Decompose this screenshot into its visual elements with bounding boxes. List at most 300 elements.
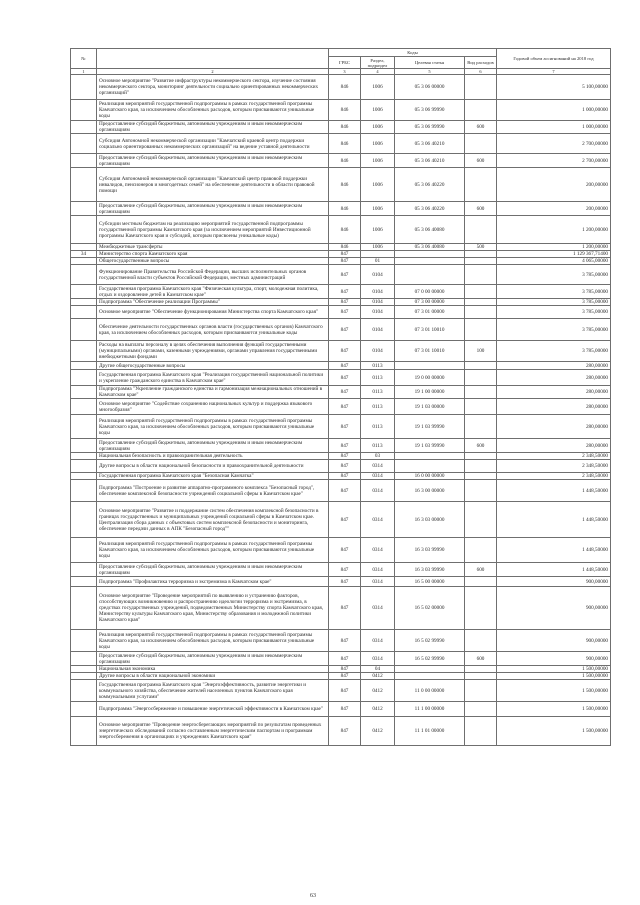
row-grbs-code: 846	[329, 154, 361, 168]
row-razdel-code: 0113	[361, 399, 395, 415]
row-number	[71, 154, 97, 168]
row-number	[71, 258, 97, 265]
row-amount: 3 785,00000	[497, 319, 611, 341]
row-razdel-code: 0314	[361, 577, 395, 587]
row-description: Основное мероприятие "Проведение мероприятий по выявлению и устранению факторов, способствующих возникновению и распространению идеологии терроризма и экстремизма, в средствах государственных учреждений, подведомственных Министерству спорта Камчатского края, Министерству культуры Камчатского края, Министерству образования и молодежной политики Камчатского края"	[97, 587, 329, 630]
row-razdel-code: 0412	[361, 702, 395, 717]
row-description: Предоставление субсидий бюджетным, автономным учреждениям и иным некоммерческим организациям	[97, 652, 329, 666]
row-amount: 1 200,00000	[497, 216, 611, 244]
row-number	[71, 399, 97, 415]
row-expense-type	[465, 502, 497, 538]
table-row	[71, 265, 611, 285]
row-description: Подпрограмма "Построение и развитие аппаратно-программного комплекса "Безопасный город", обеспечение комплексной безопасности учреждений социальной сферы в Камчатском крае"	[97, 480, 329, 502]
row-description: Общегосударственные вопросы	[97, 258, 329, 265]
row-razdel-code: 0113	[361, 362, 395, 370]
row-grbs-code: 847	[329, 680, 361, 702]
row-target-article: 05 3 06 40210	[395, 154, 465, 168]
row-target-article: 05 3 06 99990	[395, 121, 465, 134]
row-expense-type	[465, 251, 497, 258]
row-amount: 5 100,00000	[497, 75, 611, 100]
row-razdel-code: 0314	[361, 473, 395, 480]
row-grbs-code: 847	[329, 251, 361, 258]
table-row	[71, 216, 611, 244]
row-expense-type	[465, 453, 497, 460]
table-row	[71, 399, 611, 415]
row-description: Субсидия Автономной некоммерческой организации "Камчатский краевой центр поддержки социально ориентированных некоммерческих организаций" на ведение уставной деятельности	[97, 134, 329, 154]
budget-page	[70, 48, 610, 746]
row-razdel-code: 0314	[361, 652, 395, 666]
row-number	[71, 265, 97, 285]
row-expense-type: 600	[465, 154, 497, 168]
row-description: Субсидия Автономной некоммерческой организации "Камчатский центр правовой поддержки инвалидов, пенсионеров и многодетных семей" на обеспечение деятельности в области правовой помощи	[97, 168, 329, 202]
row-expense-type	[465, 75, 497, 100]
row-razdel-code: 1006	[361, 202, 395, 216]
table-row	[71, 538, 611, 563]
row-expense-type	[465, 258, 497, 265]
row-grbs-code: 846	[329, 134, 361, 154]
row-grbs-code: 846	[329, 75, 361, 100]
row-description: Государственная программа Камчатского края "Безопасная Камчатка"	[97, 473, 329, 480]
row-description: Другие вопросы в области национальной безопасности и правоохранительной деятельности	[97, 460, 329, 473]
row-expense-type	[465, 717, 497, 746]
row-razdel-code: 1006	[361, 121, 395, 134]
row-razdel-code: 03	[361, 453, 395, 460]
row-target-article: 07 3 01 10010	[395, 341, 465, 362]
row-number	[71, 577, 97, 587]
row-razdel-code: 01	[361, 258, 395, 265]
row-number	[71, 666, 97, 673]
row-expense-type	[465, 216, 497, 244]
row-number	[71, 587, 97, 630]
table-row	[71, 502, 611, 538]
col-header-grbs: ГРБС	[329, 57, 361, 69]
row-number	[71, 299, 97, 306]
row-target-article: 07 0 00 00000	[395, 285, 465, 299]
row-target-article: 16 3 00 00000	[395, 480, 465, 502]
row-amount: 1 448,50000	[497, 502, 611, 538]
row-target-article	[395, 265, 465, 285]
row-expense-type	[465, 399, 497, 415]
row-expense-type: 600	[465, 652, 497, 666]
budget-table	[70, 48, 611, 746]
table-row	[71, 480, 611, 502]
table-row	[71, 244, 611, 251]
row-amount: 3 785,00000	[497, 299, 611, 306]
row-razdel-code: 04	[361, 666, 395, 673]
row-razdel-code: 0314	[361, 460, 395, 473]
row-expense-type	[465, 630, 497, 652]
row-description: Подпрограмма "Укрепление гражданского единства и гармонизация межнациональных отношений в Камчатском крае"	[97, 386, 329, 399]
row-description: Функционирование Правительства Российской Федерации, высших исполнительных органов государственной власти субъектов Российской Федерации, местных администраций	[97, 265, 329, 285]
row-description: Реализация мероприятий государственной подпрограммы в рамках государственной программы Камчатского края, за исключением обособленных расходов, которым присваиваются уникальные коды	[97, 630, 329, 652]
row-number	[71, 306, 97, 319]
table-row	[71, 666, 611, 673]
table-row	[71, 362, 611, 370]
row-target-article	[395, 673, 465, 680]
table-row	[71, 453, 611, 460]
row-expense-type	[465, 386, 497, 399]
column-index: 7	[497, 69, 611, 75]
row-number	[71, 673, 97, 680]
row-number	[71, 100, 97, 121]
row-expense-type: 500	[465, 244, 497, 251]
table-row	[71, 673, 611, 680]
row-description: Основное мероприятие "Проведение энергосберегающих мероприятий по результатам проведенных энергетических обследований согласно составленным энергетическим паспортам и программам энергосбережения в организациях и учреждениях Камчатского края"	[97, 717, 329, 746]
row-amount: 1 448,50000	[497, 538, 611, 563]
row-expense-type	[465, 460, 497, 473]
table-row	[71, 577, 611, 587]
row-amount: 1 500,00000	[497, 666, 611, 673]
table-row	[71, 460, 611, 473]
row-amount: 280,00000	[497, 399, 611, 415]
column-index: 3	[329, 69, 361, 75]
row-expense-type	[465, 319, 497, 341]
row-target-article: 19 1 00 00000	[395, 386, 465, 399]
row-number	[71, 168, 97, 202]
column-index: 6	[465, 69, 497, 75]
row-description: Национальная экономика	[97, 666, 329, 673]
row-razdel-code: 0314	[361, 563, 395, 577]
row-expense-type	[465, 299, 497, 306]
row-target-article: 16 5 02 00000	[395, 587, 465, 630]
row-number	[71, 563, 97, 577]
row-target-article: 05 3 06 99990	[395, 100, 465, 121]
row-razdel-code: 0412	[361, 673, 395, 680]
row-amount: 1 200,00000	[497, 244, 611, 251]
row-number	[71, 460, 97, 473]
row-target-article: 11 1 01 00000	[395, 717, 465, 746]
row-amount: 200,00000	[497, 168, 611, 202]
table-row	[71, 680, 611, 702]
row-expense-type	[465, 100, 497, 121]
row-target-article: 07 3 01 10010	[395, 319, 465, 341]
row-number	[71, 75, 97, 100]
row-description: Предоставление субсидий бюджетным, автономным учреждениям и иным некоммерческим организациям	[97, 154, 329, 168]
row-description: Предоставление субсидий бюджетным, автономным учреждениям и иным некоммерческим организациям	[97, 563, 329, 577]
row-amount: 1 500,00000	[497, 673, 611, 680]
row-amount: 2 700,00000	[497, 134, 611, 154]
row-grbs-code: 847	[329, 630, 361, 652]
row-number	[71, 202, 97, 216]
row-razdel-code	[361, 251, 395, 258]
row-razdel-code: 0104	[361, 306, 395, 319]
row-number	[71, 386, 97, 399]
row-grbs-code: 846	[329, 100, 361, 121]
table-row	[71, 75, 611, 100]
row-target-article: 11 0 00 00000	[395, 680, 465, 702]
table-row	[71, 717, 611, 746]
table-row	[71, 134, 611, 154]
row-amount: 900,00000	[497, 587, 611, 630]
row-target-article: 05 3 06 40080	[395, 216, 465, 244]
row-expense-type	[465, 285, 497, 299]
row-description: Межбюджетные трансферты	[97, 244, 329, 251]
row-amount: 1 129 367,71400	[497, 251, 611, 258]
table-row	[71, 386, 611, 399]
row-description: Предоставление субсидий бюджетным, автономным учреждениям и иным некоммерческим организациям	[97, 121, 329, 134]
row-razdel-code: 1006	[361, 100, 395, 121]
row-grbs-code: 847	[329, 299, 361, 306]
row-razdel-code: 0113	[361, 415, 395, 439]
column-index: 5	[395, 69, 465, 75]
row-razdel-code: 0314	[361, 538, 395, 563]
row-razdel-code: 0104	[361, 341, 395, 362]
row-target-article: 16 5 00 00000	[395, 577, 465, 587]
row-description: Расходы на выплаты персоналу в целях обеспечения выполнения функций государственными (муниципальными) органами, казенными учреждениями, органами управления государственными внебюджетными фондами	[97, 341, 329, 362]
row-razdel-code: 0314	[361, 480, 395, 502]
row-razdel-code: 0104	[361, 285, 395, 299]
row-grbs-code: 847	[329, 480, 361, 502]
row-razdel-code: 0113	[361, 386, 395, 399]
row-grbs-code: 847	[329, 341, 361, 362]
row-target-article	[395, 362, 465, 370]
table-row	[71, 100, 611, 121]
row-expense-type	[465, 265, 497, 285]
table-row	[71, 439, 611, 453]
row-target-article: 11 1 00 00000	[395, 702, 465, 717]
row-target-article: 19 1 03 99990	[395, 415, 465, 439]
row-target-article	[395, 460, 465, 473]
row-number	[71, 244, 97, 251]
row-number: 34	[71, 251, 97, 258]
row-grbs-code: 847	[329, 319, 361, 341]
row-description: Предоставление субсидий бюджетным, автономным учреждениям и иным некоммерческим организациям	[97, 439, 329, 453]
row-grbs-code: 847	[329, 399, 361, 415]
row-expense-type	[465, 370, 497, 386]
row-razdel-code: 0412	[361, 680, 395, 702]
row-amount: 1 000,00000	[497, 121, 611, 134]
table-row	[71, 202, 611, 216]
row-description: Реализация мероприятий государственной подпрограммы в рамках государственной программы Камчатского края, за исключением обособленных расходов, которым присваиваются уникальные коды	[97, 100, 329, 121]
row-razdel-code: 0314	[361, 502, 395, 538]
row-grbs-code: 847	[329, 652, 361, 666]
row-grbs-code: 847	[329, 439, 361, 453]
row-amount: 280,00000	[497, 415, 611, 439]
table-row	[71, 251, 611, 258]
row-amount: 2 348,50000	[497, 473, 611, 480]
row-amount: 3 785,00000	[497, 265, 611, 285]
column-index: 2	[97, 69, 329, 75]
row-target-article: 07 3 00 00000	[395, 299, 465, 306]
row-razdel-code: 1006	[361, 216, 395, 244]
row-amount: 280,00000	[497, 439, 611, 453]
row-grbs-code: 847	[329, 386, 361, 399]
table-row	[71, 370, 611, 386]
row-target-article: 16 3 03 99990	[395, 563, 465, 577]
table-row	[71, 285, 611, 299]
row-description: Основное мероприятие "Содействие сохранению национальных культур и поддержка языкового многообразия"	[97, 399, 329, 415]
row-description: Субсидии местным бюджетам на реализацию мероприятий государственной подпрограммы государственной программы Камчатского края (за исключением мероприятий Инвестиционной программы Камчатского края и субсидий, которым присвоены уникальные коды)	[97, 216, 329, 244]
row-target-article: 16 5 02 99990	[395, 630, 465, 652]
table-row	[71, 121, 611, 134]
row-number	[71, 370, 97, 386]
row-amount: 1 448,50000	[497, 563, 611, 577]
row-expense-type	[465, 702, 497, 717]
row-description: Национальная безопасность и правоохранительная деятельность	[97, 453, 329, 460]
col-header-tselevaya: Целевая статья	[395, 57, 465, 69]
row-razdel-code: 1006	[361, 154, 395, 168]
row-expense-type: 600	[465, 439, 497, 453]
row-razdel-code: 1006	[361, 168, 395, 202]
row-expense-type	[465, 680, 497, 702]
row-expense-type: 600	[465, 202, 497, 216]
row-amount: 1 500,00000	[497, 680, 611, 702]
row-grbs-code: 846	[329, 202, 361, 216]
col-header-no: №	[71, 49, 97, 69]
row-number	[71, 319, 97, 341]
row-description: Основное мероприятие "Обеспечение функционирования Министерства спорта Камчатского края"	[97, 306, 329, 319]
col-header-name	[97, 49, 329, 69]
row-description: Подпрограмма "Энергосбережение и повышение энергетической эффективности в Камчатском крае"	[97, 702, 329, 717]
row-description: Министерство спорта Камчатского края	[97, 251, 329, 258]
row-target-article	[395, 258, 465, 265]
row-description: Другие вопросы в области национальной экономики	[97, 673, 329, 680]
table-row	[71, 306, 611, 319]
column-index: 1	[71, 69, 97, 75]
row-description: Другие общегосударственные вопросы	[97, 362, 329, 370]
row-target-article: 05 3 06 40210	[395, 134, 465, 154]
row-grbs-code: 847	[329, 285, 361, 299]
row-grbs-code: 847	[329, 563, 361, 577]
row-razdel-code: 0314	[361, 630, 395, 652]
row-number	[71, 341, 97, 362]
row-target-article: 16 3 03 99990	[395, 538, 465, 563]
table-row	[71, 630, 611, 652]
row-amount: 280,00000	[497, 386, 611, 399]
row-number	[71, 362, 97, 370]
column-index: 4	[361, 69, 395, 75]
table-row	[71, 473, 611, 480]
row-description: Государственная программа Камчатского края "Реализация государственной национальной политики и укрепление гражданского единства в Камчатском крае"	[97, 370, 329, 386]
col-header-amount: Годовой объем ассигнований на 2018 год	[497, 49, 611, 69]
row-description: Государственная программа Камчатского края "Физическая культура, спорт, молодежная политика, отдых и оздоровление детей в Камчатском крае"	[97, 285, 329, 299]
row-expense-type	[465, 577, 497, 587]
row-amount: 900,00000	[497, 652, 611, 666]
table-row	[71, 415, 611, 439]
table-row	[71, 154, 611, 168]
row-target-article: 19 1 03 00000	[395, 399, 465, 415]
row-target-article: 05 3 06 40220	[395, 202, 465, 216]
row-number	[71, 630, 97, 652]
row-grbs-code: 847	[329, 473, 361, 480]
row-number	[71, 285, 97, 299]
row-number	[71, 680, 97, 702]
row-target-article	[395, 251, 465, 258]
row-description: Подпрограмма "Обеспечение реализации Программы"	[97, 299, 329, 306]
row-grbs-code: 847	[329, 717, 361, 746]
row-grbs-code: 847	[329, 538, 361, 563]
col-header-codes: Коды	[329, 49, 497, 57]
row-razdel-code: 1006	[361, 75, 395, 100]
row-description: Основное мероприятие "Развитие инфраструктуры некоммерческого сектора, изучение состояния некоммерческого сектора, мониторинг деятельности социально ориентированных некоммерческих организаций"	[97, 75, 329, 100]
row-expense-type	[465, 168, 497, 202]
table-row	[71, 702, 611, 717]
row-amount: 1 448,50000	[497, 480, 611, 502]
row-number	[71, 502, 97, 538]
row-razdel-code: 0104	[361, 265, 395, 285]
row-number	[71, 473, 97, 480]
row-grbs-code: 847	[329, 666, 361, 673]
table-row	[71, 341, 611, 362]
row-number	[71, 538, 97, 563]
row-amount: 1 000,00000	[497, 100, 611, 121]
row-number	[71, 652, 97, 666]
row-number	[71, 121, 97, 134]
row-target-article	[395, 453, 465, 460]
row-target-article: 05 3 06 00000	[395, 75, 465, 100]
row-razdel-code: 0113	[361, 370, 395, 386]
row-amount: 3 785,00000	[497, 306, 611, 319]
table-row	[71, 652, 611, 666]
row-amount: 900,00000	[497, 630, 611, 652]
row-amount: 3 785,00000	[497, 285, 611, 299]
row-razdel-code: 1006	[361, 134, 395, 154]
row-grbs-code: 847	[329, 702, 361, 717]
row-description: Реализация мероприятий государственной подпрограммы в рамках государственной программы Камчатского края, за исключением обособленных расходов, которым присваиваются уникальные коды	[97, 415, 329, 439]
row-grbs-code: 847	[329, 460, 361, 473]
row-expense-type	[465, 415, 497, 439]
row-target-article: 16 0 00 00000	[395, 473, 465, 480]
row-description: Обеспечение деятельности государственных органов власти (государственных органов) Камчатского края, за исключением обособленных расходов, которым присваиваются уникальные коды	[97, 319, 329, 341]
row-grbs-code: 847	[329, 370, 361, 386]
row-grbs-code: 847	[329, 587, 361, 630]
row-number	[71, 702, 97, 717]
row-amount: 280,00000	[497, 370, 611, 386]
budget-table-body	[71, 75, 611, 746]
row-target-article: 07 3 01 00000	[395, 306, 465, 319]
row-expense-type	[465, 480, 497, 502]
row-grbs-code: 847	[329, 453, 361, 460]
row-grbs-code: 847	[329, 265, 361, 285]
row-description: Подпрограмма "Профилактика терроризма и экстремизма в Камчатском крае"	[97, 577, 329, 587]
row-target-article	[395, 666, 465, 673]
table-row	[71, 299, 611, 306]
row-grbs-code: 847	[329, 415, 361, 439]
row-amount: 2 348,50000	[497, 453, 611, 460]
row-number	[71, 216, 97, 244]
row-target-article: 05 3 06 40080	[395, 244, 465, 251]
row-amount: 2 348,50000	[497, 460, 611, 473]
row-grbs-code: 846	[329, 168, 361, 202]
row-grbs-code: 847	[329, 673, 361, 680]
row-amount: 3 785,00000	[497, 341, 611, 362]
row-razdel-code: 1006	[361, 244, 395, 251]
row-amount: 900,00000	[497, 577, 611, 587]
row-number	[71, 134, 97, 154]
row-expense-type	[465, 362, 497, 370]
row-number	[71, 453, 97, 460]
row-grbs-code: 847	[329, 577, 361, 587]
row-amount: 2 700,00000	[497, 154, 611, 168]
row-razdel-code: 0104	[361, 319, 395, 341]
table-row	[71, 319, 611, 341]
row-grbs-code: 847	[329, 258, 361, 265]
col-header-razdel: Раздел, подраздел	[361, 57, 395, 69]
row-expense-type	[465, 538, 497, 563]
row-expense-type	[465, 673, 497, 680]
row-expense-type	[465, 666, 497, 673]
row-description: Основное мероприятие "Развитие и поддержание систем обеспечения комплексной безопасности в границах государственных и муниципальных учреждений социальной сферы в Камчатском крае. Централизация сбора данных с объектовых систем комплексной безопасности и мониторинга, обеспечение передачи данных в АПК "Безопасный город""	[97, 502, 329, 538]
row-number	[71, 439, 97, 453]
row-grbs-code: 847	[329, 502, 361, 538]
row-amount: 1 500,00000	[497, 702, 611, 717]
row-target-article: 19 1 03 99990	[395, 439, 465, 453]
row-target-article: 19 0 00 00000	[395, 370, 465, 386]
row-amount: 200,00000	[497, 202, 611, 216]
row-target-article: 16 5 02 99990	[395, 652, 465, 666]
row-expense-type	[465, 134, 497, 154]
row-description: Государственная программа Камчатского края "Энергоэффективность, развитие энергетики и коммунального хозяйства, обеспечение жителей населенных пунктов Камчатского края коммунальными услугами"	[97, 680, 329, 702]
